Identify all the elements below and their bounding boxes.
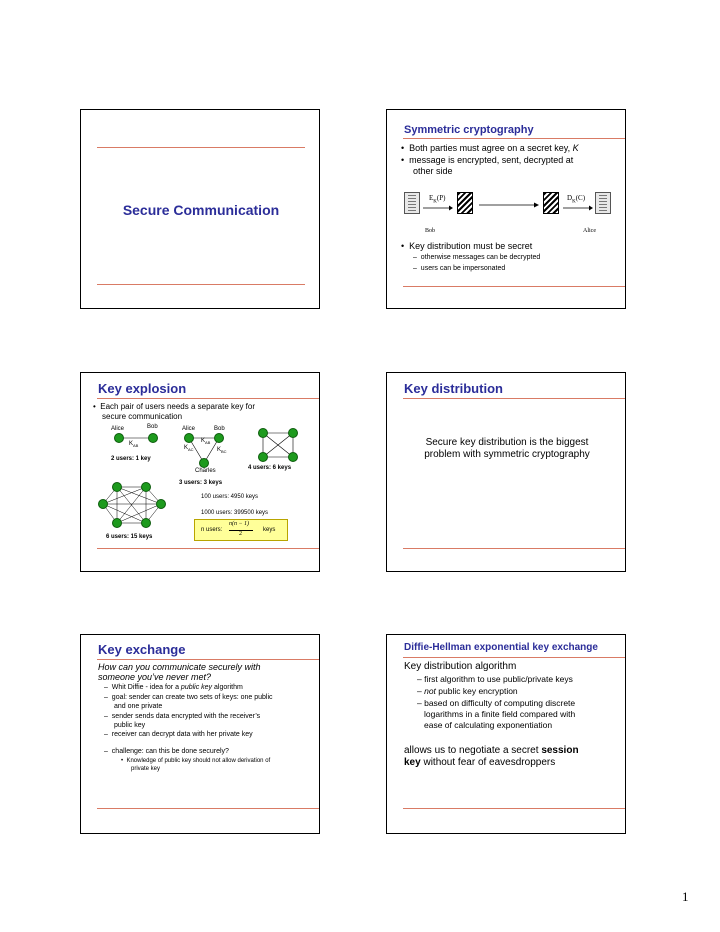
- formula-denominator: 2: [239, 531, 242, 537]
- d4-node-5: [112, 518, 122, 528]
- slide-6: [386, 634, 626, 834]
- item-goal: – goal: sender can create two sets of keys: one public: [104, 694, 273, 701]
- slide-title: Key explosion: [98, 381, 187, 396]
- d4-node-4: [141, 518, 151, 528]
- slide-title: Symmetric cryptography: [404, 124, 534, 136]
- body-line-2: problem with symmetric cryptography: [424, 449, 590, 460]
- item-diffie: – Whit Diffie - idea for a public key algorithm: [104, 684, 243, 691]
- slide-5: [80, 634, 320, 834]
- d4-node-2: [141, 482, 151, 492]
- d2-kac-label: $K_{AC}$: [184, 445, 194, 453]
- d4-node-1: [112, 482, 122, 492]
- receiver-label: Alice: [583, 228, 596, 234]
- d4-edges: [81, 373, 321, 573]
- slide-title: Key distribution: [404, 381, 503, 396]
- slide-1: [80, 109, 320, 309]
- slide-2: [386, 109, 626, 309]
- d2-caption: 3 users: 3 keys: [179, 480, 223, 486]
- d2-alice-label: Alice: [182, 426, 196, 432]
- title-rule: [403, 657, 625, 658]
- d2-bob-label: Bob: [214, 426, 225, 432]
- item-receiver: – receiver can decrypt data with her private key: [104, 731, 253, 738]
- body-line-1: Secure key distribution is the biggest: [425, 437, 589, 448]
- formula-numerator: n(n − 1): [229, 521, 250, 527]
- bullet-pair-keys: • Each pair of users needs a separate key for: [93, 402, 256, 411]
- sender-label: Bob: [425, 228, 436, 234]
- encrypt-arrow: [423, 205, 453, 211]
- send-arrow: [479, 202, 539, 208]
- bullet-encrypt: • message is encrypted, sent, decrypted at: [401, 155, 574, 165]
- heading: Key distribution algorithm: [404, 661, 517, 672]
- title-rule: [403, 138, 625, 139]
- decrypt-label: $D_K(C)$: [567, 194, 586, 205]
- formula-label: n users:: [201, 527, 223, 533]
- d4-caption: 6 users: 15 keys: [106, 534, 153, 540]
- plaintext-doc-icon: [404, 192, 420, 214]
- point-based-cont-2: ease of calculating exponentiation: [424, 720, 553, 730]
- conclusion-line-2: key without fear of eavesdroppers: [404, 757, 556, 768]
- item-goal-cont: and one private: [114, 703, 163, 710]
- sub-bullet-decrypted: – otherwise messages can be decrypted: [413, 254, 541, 261]
- item-sender-cont: public key: [114, 722, 146, 729]
- stat-1000-users: 1000 users: 399500 keys: [201, 510, 269, 516]
- bottom-rule: [403, 808, 625, 809]
- item-sender: – sender sends data encrypted with the receiver’s: [104, 713, 261, 720]
- point-first: – first algorithm to use public/private keys: [417, 674, 573, 684]
- question-line-1: How can you communicate securely with: [98, 662, 261, 672]
- bullet-agree-key: • Both parties must agree on a secret key, K: [401, 143, 579, 153]
- page-number: 1: [682, 889, 689, 904]
- d2-kbc-label: $K_{BC}$: [217, 447, 227, 455]
- title-rule: [97, 659, 319, 660]
- stat-100-users: 100 users: 4950 keys: [201, 494, 259, 500]
- decrypt-arrow: [563, 205, 593, 211]
- point-not: – not public key encryption: [417, 686, 518, 696]
- item-knowledge-cont: private key: [131, 766, 161, 772]
- bottom-rule: [403, 548, 625, 549]
- formula-box: [194, 519, 288, 541]
- bottom-rule: [97, 548, 319, 549]
- title-rule: [403, 398, 625, 399]
- d4-node-6: [98, 499, 108, 509]
- point-based-cont-1: logarithms in a finite field compared with: [424, 709, 576, 719]
- ciphertext-received-icon: [543, 192, 559, 214]
- slide-title: Key exchange: [98, 642, 186, 657]
- d1-caption: 2 users: 1 key: [111, 456, 151, 462]
- d1-alice-label: Alice: [111, 426, 125, 432]
- point-based: – based on difficulty of computing discrete: [417, 698, 576, 708]
- decrypted-doc-icon: [595, 192, 611, 214]
- d2-kab-label: $K_{AB}$: [201, 438, 211, 446]
- question-line-2: someone you’ve never met?: [98, 672, 212, 682]
- slide-4: [386, 372, 626, 572]
- slide-title: Diffie-Hellman exponential key exchange: [404, 642, 598, 653]
- top-rule: [97, 147, 305, 148]
- bullet-key-distribution: • Key distribution must be secret: [401, 241, 533, 251]
- d2-charles-label: Charles: [195, 468, 216, 474]
- item-knowledge: • Knowledge of public key should not allow derivation of: [121, 758, 271, 764]
- d4-node-3: [156, 499, 166, 509]
- encrypt-label: $E_K(P)$: [429, 194, 446, 205]
- item-challenge: – challenge: can this be done securely?: [104, 748, 229, 755]
- d1-bob-label: Bob: [147, 424, 158, 430]
- conclusion-line-1: allows us to negotiate a secret session: [404, 745, 579, 756]
- bullet-pair-keys-cont: secure communication: [102, 412, 183, 421]
- bottom-rule: [403, 286, 625, 287]
- d1-key-label: $K_{AB}$: [129, 441, 139, 449]
- slide-title: Secure Communication: [122, 202, 280, 218]
- bottom-rule: [97, 284, 305, 285]
- formula-unit: keys: [263, 527, 276, 533]
- ciphertext-box-icon: [457, 192, 473, 214]
- bullet-encrypt-cont: other side: [413, 166, 453, 176]
- d3-caption: 4 users: 6 keys: [248, 465, 292, 471]
- sub-bullet-impersonated: – users can be impersonated: [413, 265, 506, 272]
- bottom-rule: [97, 808, 319, 809]
- slide-3: [80, 372, 320, 572]
